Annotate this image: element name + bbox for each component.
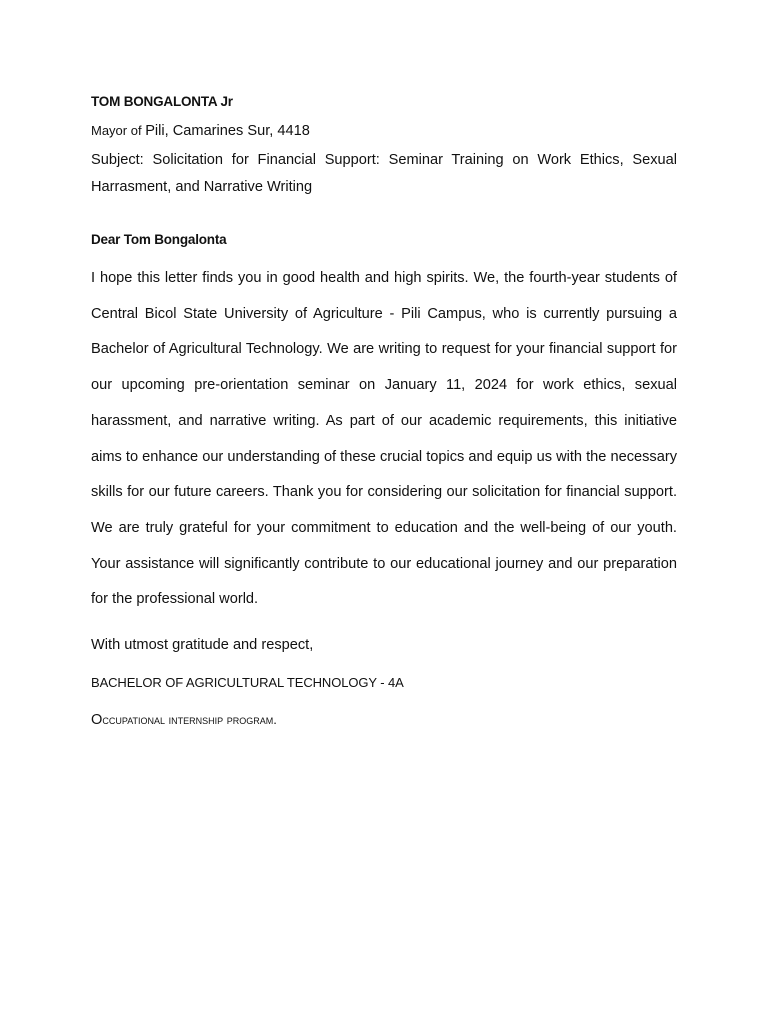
salutation: Dear Tom Bongalonta [91,232,227,247]
program-signature [91,710,677,730]
program-rest: ccupational internship program. [102,712,277,727]
closing-line: With utmost gratitude and respect, [91,637,314,653]
recipient-title-prefix: Mayor of [91,123,146,138]
recipient-name: TOM BONGALONTA Jr [91,94,233,109]
subject-line: Subject: Solicitation for Financial Support: Seminar Training on Work Ethics, Sexual Harrasment, and Narrative Writing [91,152,677,195]
organization-signature: BACHELOR OF AGRICULTURAL TECHNOLOGY - 4A [91,675,404,690]
program-first-letter: O [91,712,103,728]
letter-body: I hope this letter finds you in good health and high spirits. We, the fourth-year students of Central Bicol State University of Agriculture - Pili Campus, who is currently pursuing a Bachelor of Agricultural Technology. We are writing to request for your financial support for our upcoming pre-orientation seminar on January 11, 2024 for work ethics, sexual harassment, and narrative writing. As part of our academic requirements, this initiative aims to enhance our understanding of these crucial topics and equip us with the necessary skills for our future careers. Thank you for considering our solicitation for financial support. We are truly grateful for your commitment to education and the well-being of our youth. Your assistance will significantly contribute to our educational journey and our preparation for the professional world. [91,270,677,608]
recipient-location: Pili, Camarines Sur, 4418 [145,123,310,139]
recipient-address [91,121,677,141]
